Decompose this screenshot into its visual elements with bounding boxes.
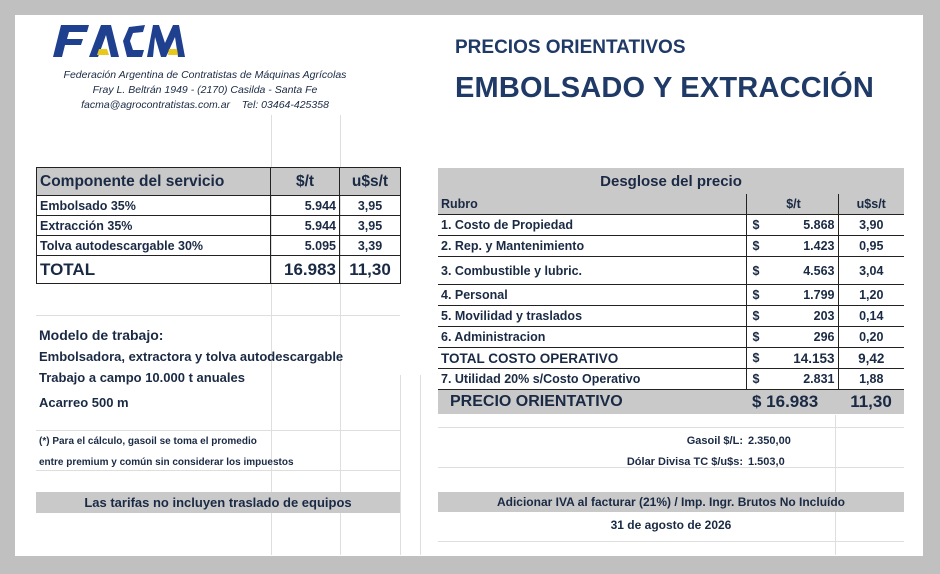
utilidad-label: 7. Utilidad 20% s/Costo Operativo [438, 369, 746, 390]
header-usd: u$s/t [838, 194, 904, 215]
dolar-label: Dólar Divisa TC $/u$s: [626, 456, 743, 468]
components-total-row [37, 256, 401, 284]
precio-pesos: $ 16.983 [746, 390, 838, 415]
contact-email: facma@agrocontratistas.com.ar [81, 99, 231, 111]
currency-symbol: $ [746, 327, 768, 348]
rubro-usd: 0,95 [838, 236, 904, 257]
title-big: EMBOLSADO Y EXTRACCIÓN [455, 72, 875, 104]
header-usd: u$s/t [340, 168, 401, 196]
component-usd: 3,95 [340, 216, 401, 236]
rubro-usd: 0,14 [838, 306, 904, 327]
component-pesos: 5.944 [271, 196, 340, 216]
table-row [438, 215, 904, 236]
component-name: Tolva autodescargable 30% [37, 236, 271, 256]
table-row [438, 257, 904, 285]
currency-symbol: $ [746, 257, 768, 285]
precio-orientativo-row [438, 390, 904, 415]
rubro-usd: 3,04 [838, 257, 904, 285]
rubro-name: 1. Costo de Propiedad [438, 215, 746, 236]
precio-label: PRECIO ORIENTATIVO [438, 390, 746, 415]
precio-usd: 11,30 [838, 390, 904, 415]
total-operativo-pesos: 14.153 [768, 348, 838, 369]
org-contact [15, 99, 395, 111]
table-row [438, 285, 904, 306]
work-model-title: Modelo de trabajo: [39, 327, 164, 343]
rubro-name: 4. Personal [438, 285, 746, 306]
breakdown-table [438, 168, 904, 414]
currency-symbol: $ [746, 215, 768, 236]
table-row [37, 196, 401, 216]
utilidad-row [438, 369, 904, 390]
rubro-name: 6. Administracion [438, 327, 746, 348]
header-rubro: Rubro [438, 194, 746, 215]
grid-line [36, 315, 400, 316]
gasoil-value: 2.350,00 [748, 435, 791, 447]
rubro-name: 5. Movilidad y traslados [438, 306, 746, 327]
work-model-line: Embolsadora, extractora y tolva autodescargable [39, 349, 344, 364]
table-row [37, 236, 401, 256]
spreadsheet-sheet [15, 15, 923, 556]
components-header-row [37, 168, 401, 196]
table-row [438, 327, 904, 348]
note-bar-right: Adicionar IVA al facturar (21%) / Imp. Ingr. Brutos No Incluído [438, 492, 904, 512]
currency-symbol: $ [746, 236, 768, 257]
grid-line [835, 415, 836, 555]
rubro-pesos: 5.868 [768, 215, 838, 236]
facma-logo [49, 23, 189, 59]
utilidad-usd: 1,88 [838, 369, 904, 390]
table-row [438, 236, 904, 257]
component-pesos: 5.944 [271, 216, 340, 236]
breakdown-caption-row [438, 168, 904, 194]
note-line-1: (*) Para el cálculo, gasoil se toma el promedio [39, 436, 257, 447]
dolar-value: 1.503,0 [748, 456, 785, 468]
total-usd: 11,30 [340, 256, 401, 284]
contact-tel: Tel: 03464-425358 [241, 99, 329, 111]
rubro-pesos: 1.423 [768, 236, 838, 257]
header-componente: Componente del servicio [37, 168, 271, 196]
total-operativo-usd: 9,42 [838, 348, 904, 369]
header-pesos: $/t [271, 168, 340, 196]
gasoil-label: Gasoil $/L: [686, 435, 743, 447]
component-name: Embolsado 35% [37, 196, 271, 216]
currency-symbol: $ [746, 348, 768, 369]
rubro-pesos: 203 [768, 306, 838, 327]
report-date: 31 de agosto de 2026 [610, 518, 732, 532]
header-pesos: $/t [746, 194, 838, 215]
org-address: Fray L. Beltrán 1949 - (2170) Casilda - Santa Fe [92, 84, 318, 96]
grid-line [36, 470, 400, 471]
currency-symbol: $ [746, 369, 768, 390]
breakdown-caption: Desglose del precio [438, 168, 904, 194]
rubro-pesos: 4.563 [768, 257, 838, 285]
component-usd: 3,95 [340, 196, 401, 216]
table-row [37, 216, 401, 236]
work-model-line: Acarreo 500 m [39, 395, 129, 410]
grid-line [400, 375, 401, 555]
rubro-usd: 0,20 [838, 327, 904, 348]
components-table [36, 167, 401, 284]
note-bar-left: Las tarifas no incluyen traslado de equipos [36, 492, 400, 513]
currency-symbol: $ [746, 285, 768, 306]
org-name: Federación Argentina de Contratistas de Máquinas Agrícolas [63, 69, 347, 81]
grid-line [438, 427, 904, 428]
total-pesos: 16.983 [271, 256, 340, 284]
grid-line [420, 375, 421, 555]
component-usd: 3,39 [340, 236, 401, 256]
currency-symbol: $ [746, 306, 768, 327]
note-line-2: entre premium y común sin considerar los impuestos [39, 457, 294, 468]
work-model-line: Trabajo a campo 10.000 t anuales [39, 370, 245, 385]
rubro-pesos: 1.799 [768, 285, 838, 306]
grid-line [438, 541, 904, 542]
total-operativo-label: TOTAL COSTO OPERATIVO [438, 348, 746, 369]
total-operativo-row [438, 348, 904, 369]
component-pesos: 5.095 [271, 236, 340, 256]
breakdown-header-row [438, 194, 904, 215]
table-row [438, 306, 904, 327]
rubro-usd: 1,20 [838, 285, 904, 306]
title-small: PRECIOS ORIENTATIVOS [455, 37, 686, 58]
rubro-usd: 3,90 [838, 215, 904, 236]
component-name: Extracción 35% [37, 216, 271, 236]
rubro-pesos: 296 [768, 327, 838, 348]
utilidad-pesos: 2.831 [768, 369, 838, 390]
grid-line [36, 430, 400, 431]
rubro-name: 3. Combustible y lubric. [438, 257, 746, 285]
rubro-name: 2. Rep. y Mantenimiento [438, 236, 746, 257]
total-label: TOTAL [37, 256, 271, 284]
